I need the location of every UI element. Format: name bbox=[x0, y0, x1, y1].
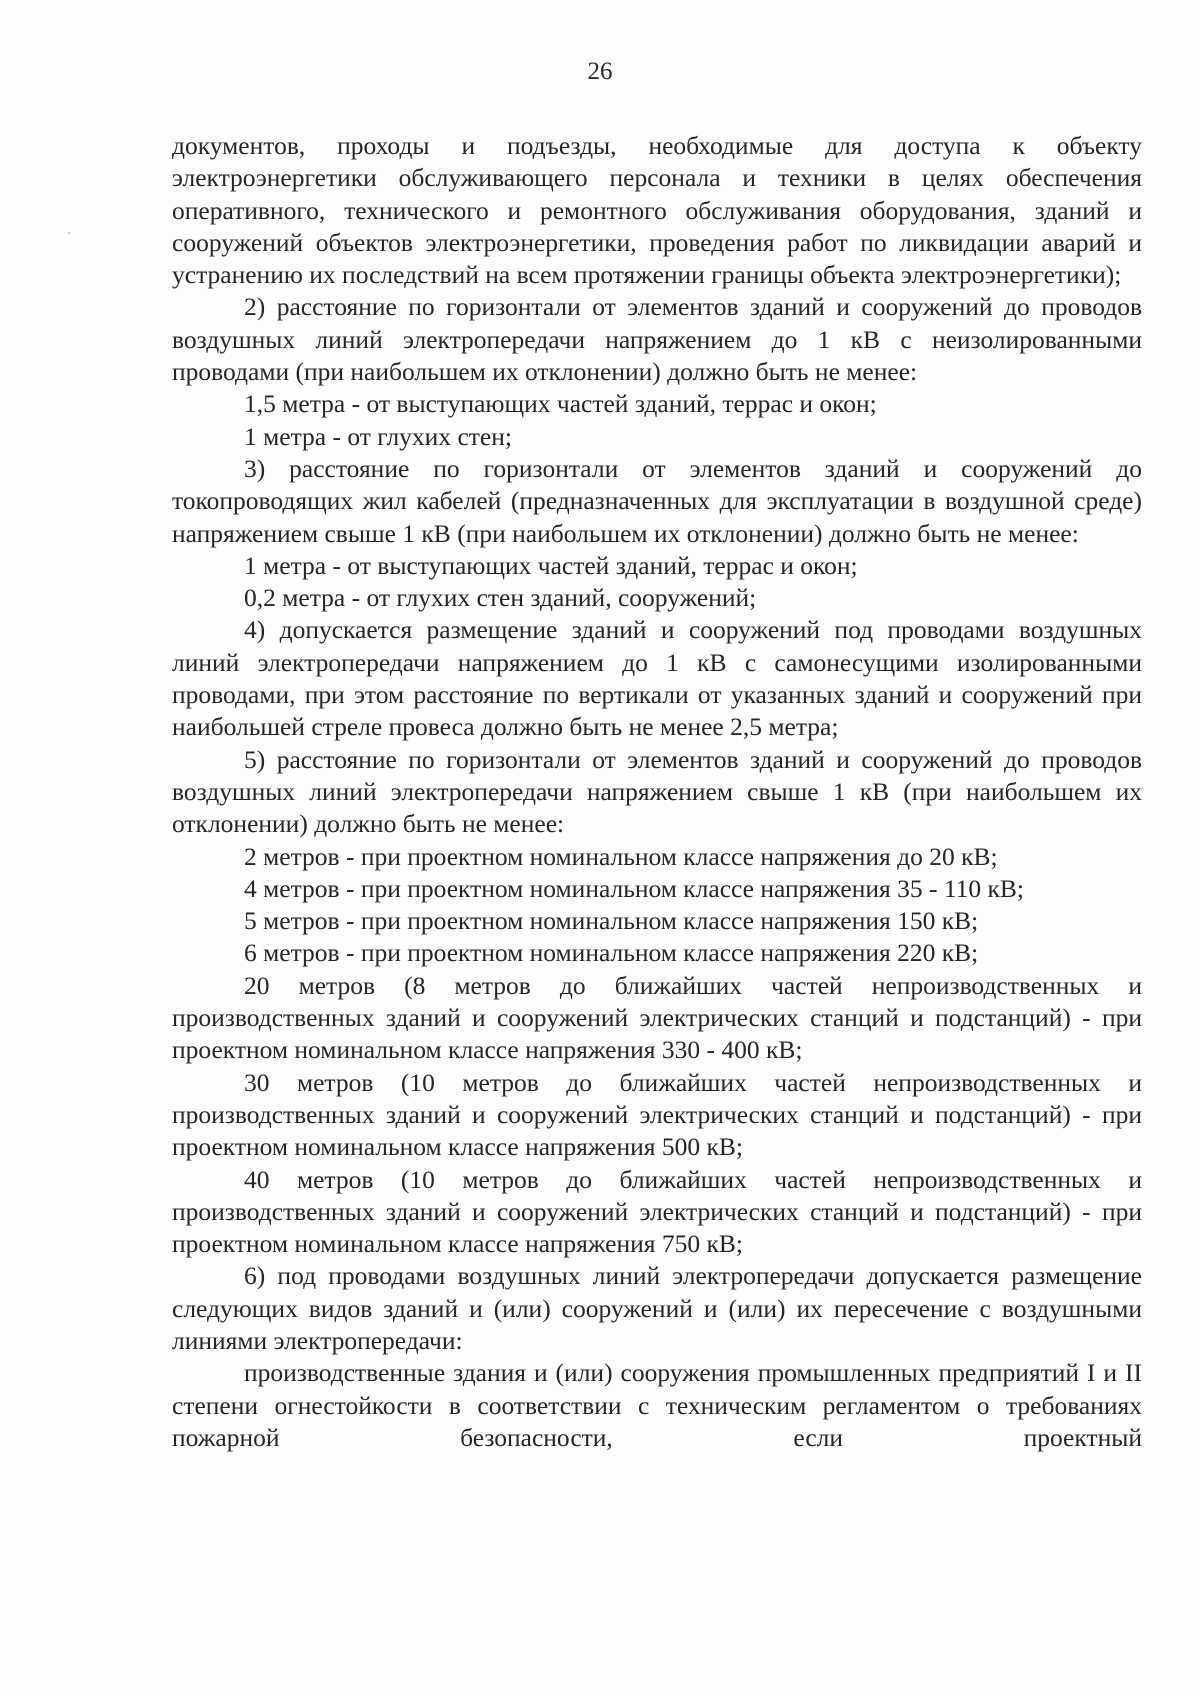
paragraph-continuation: документов, проходы и подъезды, необходимые для доступа к объекту электроэнергетики обслуживающего персонала и техники в целях обеспечения оперативного, технического и ремонтного обслуживания оборудования, зданий и сооружений объектов электроэнергетики, проведения работ по ликвидации аварий и устранению их последствий на всем протяжении границы объекта электроэнергетики); bbox=[172, 131, 1142, 290]
page-number: 26 bbox=[587, 58, 613, 85]
scan-speck bbox=[68, 232, 70, 234]
subitem-5-6: 30 метров (10 метров до ближайших частей непроизводственных и производственных зданий и сооружений электрических станций и подстанций) - при проектном номинальном классе напряжения 500 кВ; bbox=[172, 1067, 1142, 1162]
paragraph-item-3: 3) расстояние по горизонтали от элементов зданий и сооружений до токопроводящих жил кабелей (предназначенных для эксплуатации в воздушной среде) напряжением свыше 1 кВ (при наибольшем их отклонении) должно быть не менее: bbox=[172, 453, 1142, 548]
body-text bbox=[172, 130, 1142, 1454]
subitem-3-2: 0,2 метра - от глухих стен зданий, сооружений; bbox=[244, 583, 757, 613]
subitem-5-2: 4 метров - при проектном номинальном классе напряжения 35 - 110 кВ; bbox=[244, 873, 1025, 903]
paragraph-item-2: 2) расстояние по горизонтали от элементов зданий и сооружений до проводов воздушных линий электропередачи напряжением до 1 кВ с неизолированными проводами (при наибольшем их отклонении) должно быть не менее: bbox=[172, 292, 1142, 387]
subitem-2-2: 1 метра - от глухих стен; bbox=[244, 421, 512, 451]
subitem-2-1: 1,5 метра - от выступающих частей зданий, террас и окон; bbox=[244, 389, 877, 419]
subitem-5-5: 20 метров (8 метров до ближайших частей непроизводственных и производственных зданий и сооружений электрических станций и подстанций) - при проектном номинальном классе напряжения 330 - 400 кВ; bbox=[172, 970, 1142, 1065]
subitem-3-1: 1 метра - от выступающих частей зданий, террас и окон; bbox=[244, 550, 858, 580]
subitem-5-4: 6 метров - при проектном номинальном классе напряжения 220 кВ; bbox=[244, 938, 979, 968]
paragraph-item-5: 5) расстояние по горизонтали от элементов зданий и сооружений до проводов воздушных линий электропередачи напряжением свыше 1 кВ (при наибольшем их отклонении) должно быть не менее: bbox=[172, 744, 1142, 839]
paragraph-item-6: 6) под проводами воздушных линий электропередачи допускается размещение следующих видов зданий и (или) сооружений и (или) их пересечение с воздушными линиями электропередачи: bbox=[172, 1261, 1142, 1355]
subitem-5-3: 5 метров - при проектном номинальном классе напряжения 150 кВ; bbox=[244, 906, 979, 936]
paragraph-item-4: 4) допускается размещение зданий и сооружений под проводами воздушных линий электропередачи напряжением до 1 кВ с самонесущими изолированными проводами, при этом расстояние по вертикали от указанных зданий и сооружений при наибольшей стреле провеса должно быть не менее 2,5 метра; bbox=[172, 615, 1142, 742]
subitem-5-7: 40 метров (10 метров до ближайших частей непроизводственных и производственных зданий и сооружений электрических станций и подстанций) - при проектном номинальном классе напряжения 750 кВ; bbox=[172, 1164, 1142, 1259]
subitem-5-1: 2 метров - при проектном номинальном классе напряжения до 20 кВ; bbox=[244, 841, 998, 871]
subitem-6-1: производственные здания и (или) сооружения промышленных предприятий I и II степени огнестойкости в соответствии с техническим регламентом о требованиях пожарной безопасности, если проектный bbox=[172, 1358, 1142, 1452]
